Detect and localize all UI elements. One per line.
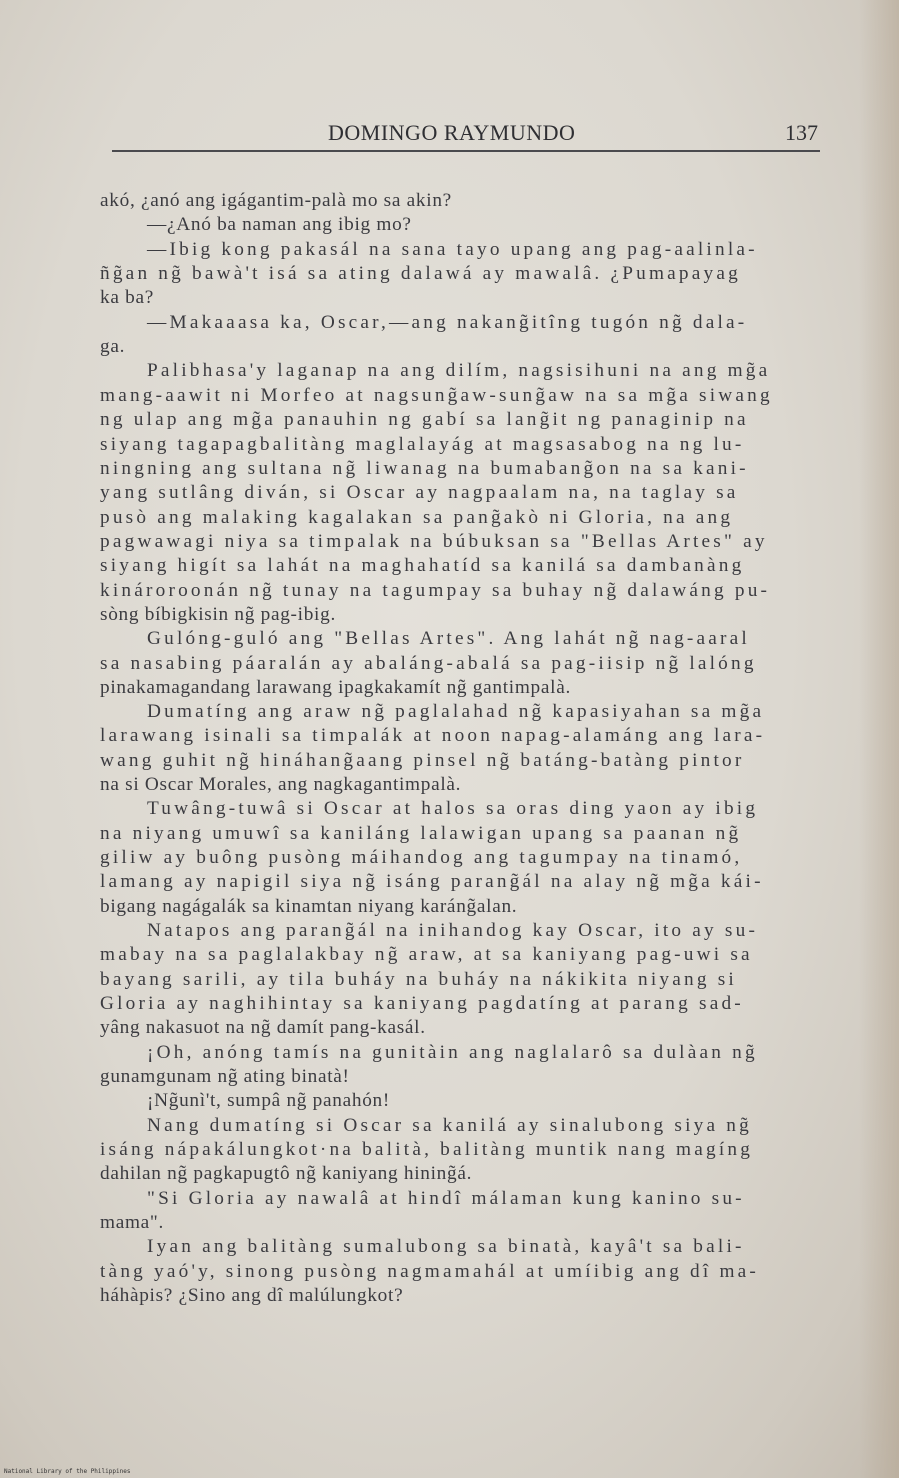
text-line: mama".: [100, 1212, 165, 1233]
library-credit: National Library of the Philippines: [4, 1468, 131, 1475]
text-line: na niyang umuwî sa kaniláng lalawigan upang sa paanan ng̃: [100, 823, 742, 844]
text-line: bayang sarili, ay tila buháy na buháy na nákikita niyang si: [100, 969, 737, 990]
text-line: ¡Ng̃unì't, sumpâ ng̃ panahón!: [147, 1090, 390, 1111]
running-head: DOMINGO RAYMUNDO: [328, 120, 576, 145]
text-line: Palibhasa'y laganap na ang dilím, nagsisihuni na ang mg̃a: [147, 360, 771, 381]
text-line: bigang nagágalák sa kinamtan niyang karáng̃alan.: [100, 896, 518, 917]
text-line: "Si Gloria ay nawalâ at hindî málaman kung kanino su-: [147, 1188, 745, 1209]
text-line: —¿Anó ba naman ang ibig mo?: [147, 214, 412, 235]
text-line: Iyan ang balitàng sumalubong sa binatà, kayâ't sa bali-: [147, 1236, 745, 1257]
text-line: mabay na sa paglalakbay ng̃ araw, at sa kaniyang pag-uwi sa: [100, 944, 753, 965]
text-line: pagwawagi niya sa timpalak na búbuksan sa "Bellas Artes" ay: [100, 531, 768, 552]
text-line: siyang higít sa lahát na maghahatíd sa kanilá sa dambanàng: [100, 555, 745, 576]
text-line: isáng nápakálungkot·na balità, balitàng muntik nang magíng: [100, 1139, 754, 1160]
text-line: sa nasabing páaralán ay abaláng-abalá sa pag-iisip ng̃ lalóng: [100, 653, 757, 674]
text-line: Tuwâng-tuwâ si Oscar at halos sa oras ding yaon ay ibig: [147, 798, 759, 819]
page-edge-shadow: [859, 0, 899, 1478]
text-line: Gloria ay naghihintay sa kaniyang pagdatíng at parang sad-: [100, 993, 744, 1014]
text-line: larawang isinali sa timpalák at noon napag-alamáng ang lara-: [100, 725, 766, 746]
text-line: gunamgunam ng̃ ating binatà!: [100, 1066, 350, 1087]
text-line: ¡Oh, anóng tamís na gunitàin ang naglalarô sa dulàan ng̃: [147, 1042, 758, 1063]
text-line: siyang tagapagbalitàng maglalayág at magsasabog na ng lu-: [100, 434, 745, 455]
text-line: ñg̃an ng̃ bawà't isá sa ating dalawá ay mawalâ. ¿Pumapayag: [100, 263, 741, 284]
text-line: sòng bíbigkisin ng̃ pag-ibig.: [100, 604, 336, 625]
text-line: ka ba?: [100, 287, 154, 308]
text-line: —Makaaasa ka, Oscar,—ang nakang̃itîng tugón ng̃ dala-: [147, 312, 748, 333]
header-rule: [112, 150, 820, 152]
text-line: —Ibig kong pakasál na sana tayo upang ang pag-aalinla-: [147, 239, 758, 260]
text-line: dahilan ng̃ pagkapugtô ng̃ kaniyang hining̃á.: [100, 1163, 473, 1184]
text-line: pusò ang malaking kagalakan sa pang̃akò ni Gloria, na ang: [100, 507, 734, 528]
text-line: kinároroonán ng̃ tunay na tagumpay sa buhay ng̃ dalawáng pu-: [100, 580, 771, 601]
text-line: na si Oscar Morales, ang nagkagantimpalà.: [100, 774, 462, 795]
text-line: tàng yaó'y, sinong pusòng nagmamahál at umíibig ang dî ma-: [100, 1261, 760, 1282]
page-header: [118, 118, 818, 152]
text-line: giliw ay buông pusòng máihandog ang tagumpay na tinamó,: [100, 847, 743, 868]
page-number: 137: [785, 120, 818, 145]
text-line: yâng nakasuot na ng̃ damít pang-kasál.: [100, 1017, 426, 1038]
text-line: Natapos ang parang̃ál na inihandog kay Oscar, ito ay su-: [147, 920, 759, 941]
text-line: Dumatíng ang araw ng̃ paglalahad ng̃ kapasiyahan sa mg̃a: [147, 701, 765, 722]
text-line: wang guhit ng̃ hináhang̃aang pinsel ng̃ batáng-batàng pintor: [100, 750, 745, 771]
text-line: háhàpis? ¿Sino ang dî malúlungkot?: [100, 1285, 404, 1306]
text-line: Gulóng-guló ang "Bellas Artes". Ang lahát ng̃ nag-aaral: [147, 628, 750, 649]
text-line: mang-aawit ni Morfeo at nagsung̃aw-sung̃aw na sa mg̃a siwang: [100, 385, 773, 406]
text-line: akó, ¿anó ang igágantim-palà mo sa akin?: [100, 190, 452, 211]
text-line: ng ulap ang mg̃a panauhin ng gabí sa lang̃it ng panaginip na: [100, 409, 749, 430]
text-line: yang sutlâng diván, si Oscar ay nagpaalam na, na taglay sa: [100, 482, 739, 503]
text-line: pinakamagandang larawang ipagkakamít ng̃ gantimpalà.: [100, 677, 571, 698]
text-line: ga.: [100, 336, 126, 357]
text-line: ningning ang sultana ng̃ liwanag na bumabang̃on na sa kani-: [100, 458, 749, 479]
text-line: lamang ay napigil siya ng̃ isáng parang̃ál na alay ng̃ mg̃a kái-: [100, 871, 764, 892]
text-line: Nang dumatíng si Oscar sa kanilá ay sinalubong siya ng̃: [147, 1115, 752, 1136]
